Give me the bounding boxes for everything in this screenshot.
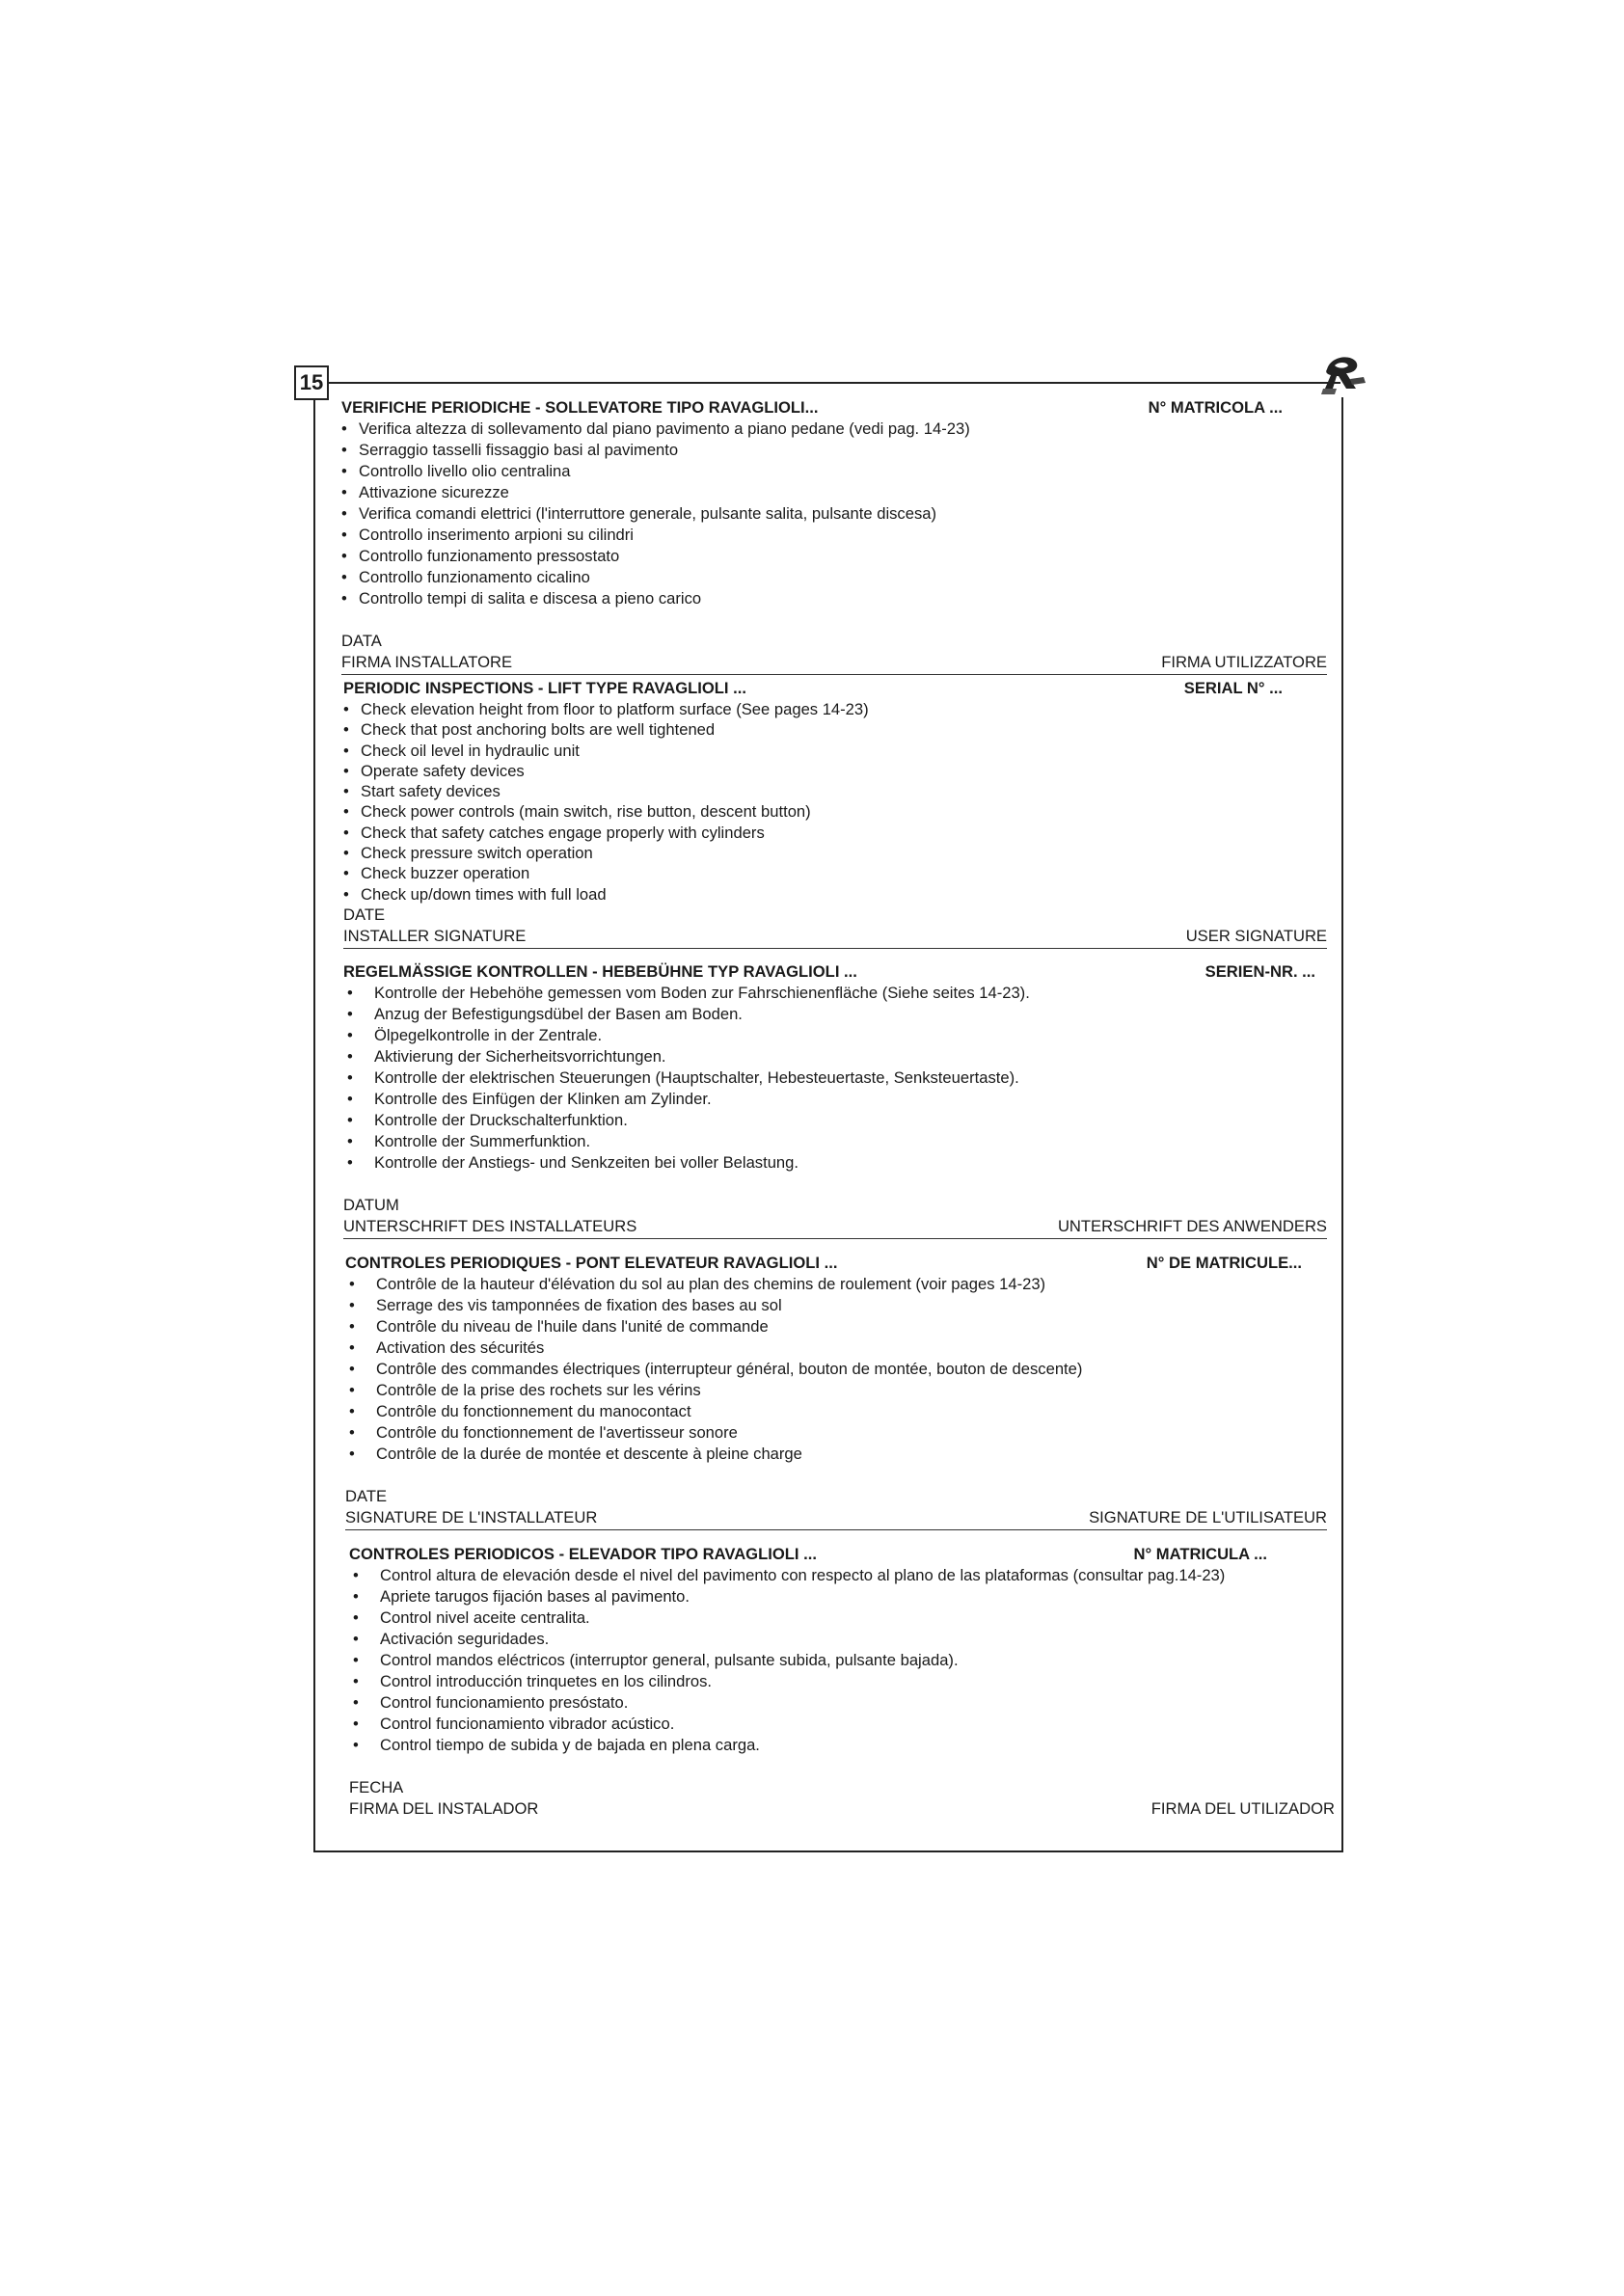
frame-bottom-rule <box>313 1850 1343 1852</box>
section-german <box>343 961 1327 1239</box>
section-spanish <box>349 1544 1335 1821</box>
checklist-item: • Contrôle du fonctionnement de l'avertisseur sonore <box>345 1422 1327 1444</box>
checklist-item: • Check oil level in hydraulic unit <box>343 741 1327 761</box>
checklist-item: • Anzug der Befestigungsdübel der Basen am Boden. <box>343 1004 1327 1025</box>
section-title: CONTROLES PERIODICOS - ELEVADOR TIPO RAVAGLIOLI ... <box>349 1545 817 1563</box>
serial-number-label: N° MATRICOLA ... <box>1148 398 1283 417</box>
section-title: VERIFICHE PERIODICHE - SOLLEVATORE TIPO RAVAGLIOLI... <box>341 398 819 417</box>
section-title: REGELMÄSSIGE KONTROLLEN - HEBEBÜHNE TYP RAVAGLIOLI ... <box>343 962 857 981</box>
checklist-item: • Serrage des vis tamponnées de fixation des bases au sol <box>345 1295 1327 1316</box>
checklist-item: • Check up/down times with full load <box>343 884 1327 905</box>
checklist-item: • Check power controls (main switch, rise button, descent button) <box>343 801 1327 822</box>
section-title: PERIODIC INSPECTIONS - LIFT TYPE RAVAGLIOLI ... <box>343 679 746 697</box>
date-label: DATE <box>343 905 386 924</box>
section-header <box>345 1253 1327 1274</box>
checklist-item: • Verifica altezza di sollevamento dal piano pavimento a piano pedane (vedi pag. 14-23) <box>341 419 1327 440</box>
checklist <box>343 699 1327 905</box>
checklist-item: • Control introducción trinquetes en los cilindros. <box>349 1671 1335 1692</box>
signature-row <box>343 1216 1327 1239</box>
serial-number-label: SERIAL N° ... <box>1183 679 1283 697</box>
serial-number-label: N° DE MATRICULE... <box>1146 1254 1302 1272</box>
checklist-item: • Control funcionamiento vibrador acústico. <box>349 1714 1335 1735</box>
user-signature-label: USER SIGNATURE <box>1185 926 1327 945</box>
checklist-item: • Check buzzer operation <box>343 863 1327 883</box>
checklist-item: • Controllo funzionamento cicalino <box>341 567 1327 588</box>
section-header <box>343 678 1327 699</box>
checklist-item: • Control altura de elevación desde el nivel del pavimento con respecto al plano de las plataformas (consultar pag.14-23) <box>349 1565 1335 1586</box>
checklist-item: • Contrôle de la prise des rochets sur les vérins <box>345 1380 1327 1401</box>
installer-signature-label: FIRMA INSTALLATORE <box>341 653 513 671</box>
checklist-item: • Start safety devices <box>343 781 1327 801</box>
checklist-item: • Kontrolle des Einfügen der Klinken am Zylinder. <box>343 1089 1327 1110</box>
checklist-item: • Serraggio tasselli fissaggio basi al pavimento <box>341 440 1327 461</box>
checklist-item: • Check pressure switch operation <box>343 843 1327 863</box>
serial-number-label: N° MATRICULA ... <box>1133 1545 1267 1563</box>
section-title: CONTROLES PERIODIQUES - PONT ELEVATEUR RAVAGLIOLI ... <box>345 1254 838 1272</box>
checklist-item: • Kontrolle der elektrischen Steuerungen (Hauptschalter, Hebesteuertaste, Senksteuertaste). <box>343 1067 1327 1089</box>
section-italian <box>341 397 1327 675</box>
checklist-item: • Operate safety devices <box>343 761 1327 781</box>
installer-signature-label: SIGNATURE DE L'INSTALLATEUR <box>345 1508 598 1526</box>
checklist-item: • Contrôle de la hauteur d'élévation du sol au plan des chemins de roulement (voir pages 14-23) <box>345 1274 1327 1295</box>
installer-signature-label: UNTERSCHRIFT DES INSTALLATEURS <box>343 1217 637 1235</box>
checklist-item: • Control funcionamiento presóstato. <box>349 1692 1335 1714</box>
signature-row <box>343 926 1327 949</box>
checklist-item: • Activación seguridades. <box>349 1629 1335 1650</box>
frame-top-rule <box>329 382 1340 384</box>
installer-signature-label: INSTALLER SIGNATURE <box>343 926 527 945</box>
checklist-item: • Control mandos eléctricos (interruptor general, pulsante subida, pulsante bajada). <box>349 1650 1335 1671</box>
checklist-item: • Contrôle des commandes électriques (interrupteur général, bouton de montée, bouton de descente) <box>345 1359 1327 1380</box>
checklist-item: • Ölpegelkontrolle in der Zentrale. <box>343 1025 1327 1046</box>
checklist-item: • Check elevation height from floor to platform surface (See pages 14-23) <box>343 699 1327 719</box>
checklist-item: • Attivazione sicurezze <box>341 482 1327 503</box>
user-signature-label: FIRMA DEL UTILIZADOR <box>1150 1799 1335 1818</box>
frame-right-rule <box>1341 397 1343 1851</box>
checklist-item: • Kontrolle der Druckschalterfunktion. <box>343 1110 1327 1131</box>
page-number: 15 <box>294 365 329 400</box>
section-header <box>343 961 1327 983</box>
checklist <box>341 419 1327 609</box>
user-signature-label: SIGNATURE DE L'UTILISATEUR <box>1089 1508 1327 1526</box>
checklist-item: • Check that post anchoring bolts are well tightened <box>343 719 1327 740</box>
checklist-item: • Verifica comandi elettrici (l'interruttore generale, pulsante salita, pulsante discesa) <box>341 503 1327 525</box>
section-french <box>345 1253 1327 1530</box>
checklist-item: • Controllo funzionamento pressostato <box>341 546 1327 567</box>
section-english <box>343 678 1327 949</box>
date-label: FECHA <box>349 1778 404 1796</box>
checklist-item: • Control tiempo de subida y de bajada en plena carga. <box>349 1735 1335 1756</box>
checklist-item: • Controllo inserimento arpioni su cilindri <box>341 525 1327 546</box>
frame-left-rule <box>313 400 315 1851</box>
serial-number-label: SERIEN-NR. ... <box>1204 962 1315 981</box>
checklist-item: • Aktivierung der Sicherheitsvorrichtungen. <box>343 1046 1327 1067</box>
checklist-item: • Contrôle de la durée de montée et descente à pleine charge <box>345 1444 1327 1465</box>
installer-signature-label: FIRMA DEL INSTALADOR <box>349 1799 539 1818</box>
signature-row <box>345 1507 1327 1530</box>
date-label: DATE <box>345 1487 388 1505</box>
date-label: DATUM <box>343 1196 399 1214</box>
checklist-item: • Contrôle du fonctionnement du manocontact <box>345 1401 1327 1422</box>
user-signature-label: FIRMA UTILIZZATORE <box>1161 653 1327 671</box>
checklist-item: • Controllo livello olio centralina <box>341 461 1327 482</box>
signature-row <box>341 652 1327 675</box>
date-label: DATA <box>341 632 382 650</box>
section-header <box>349 1544 1335 1565</box>
checklist-item: • Kontrolle der Hebehöhe gemessen vom Boden zur Fahrschienenfläche (Siehe seites 14-23). <box>343 983 1327 1004</box>
checklist-item: • Contrôle du niveau de l'huile dans l'unité de commande <box>345 1316 1327 1337</box>
checklist-item: • Control nivel aceite centralita. <box>349 1607 1335 1629</box>
section-header <box>341 397 1327 419</box>
checklist-item: • Activation des sécurités <box>345 1337 1327 1359</box>
checklist-item: • Controllo tempi di salita e discesa a pieno carico <box>341 588 1327 609</box>
checklist-item: • Check that safety catches engage properly with cylinders <box>343 823 1327 843</box>
checklist <box>343 983 1327 1174</box>
checklist-item: • Kontrolle der Anstiegs- und Senkzeiten bei voller Belastung. <box>343 1152 1327 1174</box>
checklist-item: • Kontrolle der Summerfunktion. <box>343 1131 1327 1152</box>
ravaglioli-logo-icon <box>1317 350 1371 404</box>
signature-row <box>349 1798 1335 1821</box>
checklist-item: • Apriete tarugos fijación bases al pavimento. <box>349 1586 1335 1607</box>
checklist <box>345 1274 1327 1465</box>
user-signature-label: UNTERSCHRIFT DES ANWENDERS <box>1057 1217 1327 1235</box>
checklist <box>349 1565 1335 1756</box>
